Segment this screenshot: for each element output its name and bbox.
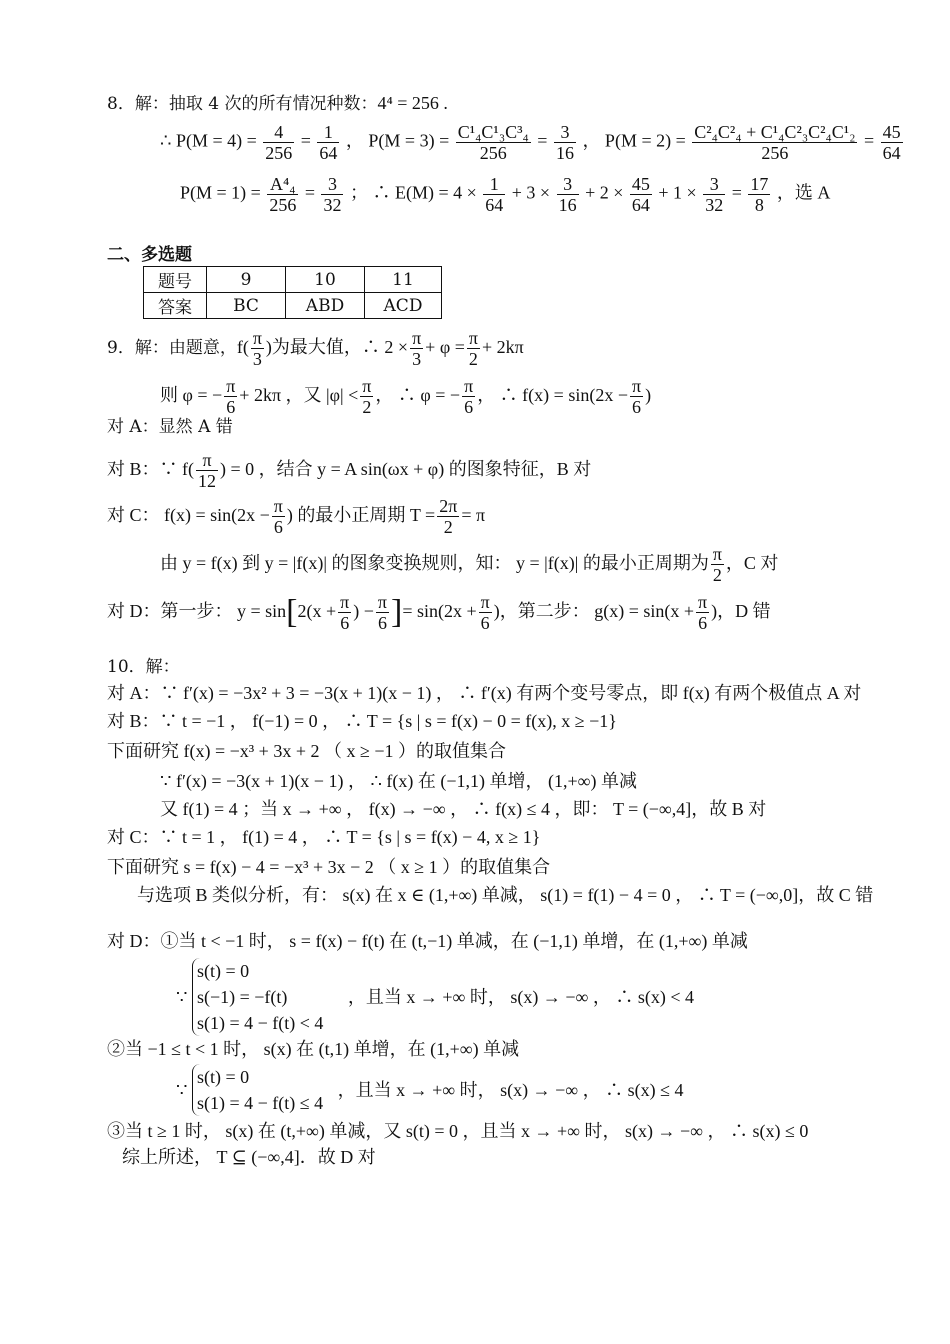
p9-option-a: 对 A：显然 A 错 [107,417,233,437]
p9-option-c: 对 C： f(x) = sin(2x − $\frac{\pi}{6}$ ) 的最小正周期 T = $\frac{2\pi}{2}$ = π [107,496,486,537]
fraction: $\frac{\pi}{2}$ [468,328,478,369]
p10-option-d-summary: 综上所述， T ⊆ (−∞,4]．故 D 对 [122,1147,376,1167]
fraction: $\frac{3}{32}$ [323,174,342,215]
fraction: $\frac{\pi}{6}$ [273,496,283,537]
answer-table [143,266,442,319]
fraction: $\frac{\pi}{6}$ [464,376,474,417]
fraction: $\frac{3}{16}$ [558,174,577,215]
fraction: $\frac{\pi}{12}$ [198,450,216,491]
fraction: $\frac{\pi}{3}$ [412,328,422,369]
p10-option-c: 对 C：∵ t = 1 ， f(1) = 4 ， ∴ T = {s | s = f(x) − 4, x ≥ 1} [107,827,541,847]
fraction: $\frac{\pi}{2}$ [712,544,722,585]
p10-option-b-conclusion: 又 f(1) = 4 ；当 x → +∞ ， f(x) → −∞ ， ∴ f(x) ≤ 4 ，即： T = (−∞,4]，故 B 对 [160,799,767,819]
fraction: $\frac{\text{A⁴₄}}{256}$ [269,174,297,215]
fraction: $\frac{3}{16}$ [555,122,574,163]
fraction: $\frac{\pi}{6}$ [377,592,387,633]
p9-line-1: 9．解：由题意，f( $\frac{\pi}{3}$ )为最大值，∴ 2 × $\frac{\pi}{3}$ + φ = $\frac{\pi}{2}$ + 2kπ [107,328,524,369]
fraction: $\frac{\pi}{6}$ [340,592,350,633]
fraction: $\frac{3}{32}$ [705,174,724,215]
p10-system-2: ∵ s(t) = 0 s(1) = 4 − f(t) ≤ 4 ，且当 x → +∞ 时， s(x) → −∞ ， ∴ s(x) ≤ 4 [176,1064,683,1116]
p10-head: 10．解： [107,657,180,677]
p10-option-b-study: 下面研究 f(x) = −x³ + 3x + 2 （ x ≥ −1 ）的取值集合 [107,741,507,761]
p9-line-2: 则 φ = − $\frac{\pi}{6}$ + 2kπ ，又 |φ| < $\frac{\pi}{2}$ ， ∴ φ = − $\frac{\pi}{6}$ ， ∴ f(x) = sin(2x − $\frac{\pi}{6}$ ) [160,376,652,417]
fraction: $\frac{\pi}{6}$ [480,592,490,633]
fraction: $\frac{\pi}{2}$ [362,376,372,417]
p10-option-c-conclusion: 与选项 B 类似分析，有： s(x) 在 x ∈ (1,+∞) 单减， s(1) = f(1) − 4 = 0 ， ∴ T = (−∞,0]，故 C 错 [137,885,874,905]
equation-system: s(t) = 0 s(−1) = −f(t) s(1) = 4 − f(t) < 4 [192,958,323,1036]
p10-option-a: 对 A：∵ f′(x) = −3x² + 3 = −3(x + 1)(x − 1) ， ∴ f′(x) 有两个变号零点，即 f(x) 有两个极值点 A 对 [107,683,862,703]
p10-system-1: ∵ s(t) = 0 s(−1) = −f(t) s(1) = 4 − f(t) < 4 ，且当 x → +∞ 时， s(x) → −∞ ， ∴ s(x) < 4 [176,958,694,1036]
fraction: $\frac{\pi}{6}$ [226,376,236,417]
section-title: 二、多选题 [107,245,192,265]
table-row: 答案 BC ABD ACD [144,293,442,319]
p8-probabilities-line: ∴ P(M = 4) = $\frac{4}{256}$ = $\frac{1}{64}$ ， P(M = 3) = $\frac{\text{C¹₄C¹₃C³₄}}{256}$ = $\frac{3}{16}$ ， P(M = 2) = $\frac{\text{C²₄C²₄ + C¹₄C²₃C²₄C¹₂}}{256}$ = $\frac{45}{64}$ [160,122,901,163]
fraction: $\frac{\pi}{3}$ [252,328,262,369]
p10-option-d-case-3: ③当 t ≥ 1 时， s(x) 在 (t,+∞) 单减，又 s(t) = 0 ，且当 x → +∞ 时， s(x) → −∞ ， ∴ s(x) ≤ 0 [107,1121,809,1141]
fraction: $\frac{1}{64}$ [319,122,338,163]
p8-expectation-line: P(M = 1) = $\frac{\text{A⁴₄}}{256}$ = $\frac{3}{32}$ ； ∴ E(M) = 4 × $\frac{1}{64}$ + 3 × $\frac{3}{16}$ + 2 × $\frac{45}{64}$ + 1 × $\frac{3}{32}$ = $\frac{17}{8}$ ，选 A [180,174,831,215]
table-row: 题号 9 10 11 [144,267,442,293]
p9-option-c-detail: 由 y = f(x) 到 y = |f(x)| 的图象变换规则，知： y = |f(x)| 的最小正周期为 $\frac{\pi}{2}$ ，C 对 [160,544,779,585]
p8-head: 8．解：抽取 4 次的所有情况种数：4⁴ = 256 . [107,93,448,114]
fraction: $\frac{17}{8}$ [750,174,769,215]
fraction: $\frac{4}{256}$ [265,122,293,163]
fraction: $\frac{2\pi}{2}$ [439,496,458,537]
fraction: $\frac{1}{64}$ [485,174,504,215]
fraction: $\frac{\text{C²₄C²₄ + C¹₄C²₃C²₄C¹₂}}{256}$ [694,122,856,163]
p10-option-d-case-2: ②当 −1 ≤ t < 1 时， s(x) 在 (t,1) 单增，在 (1,+∞) 单减 [107,1039,520,1059]
p10-option-b: 对 B：∵ t = −1 ， f(−1) = 0 ， ∴ T = {s | s = f(x) − 0 = f(x), x ≥ −1} [107,711,617,731]
fraction: $\frac{45}{64}$ [882,122,901,163]
p10-option-b-derivative: ∵ f′(x) = −3(x + 1)(x − 1) ， ∴ f(x) 在 (−1,1) 单增， (1,+∞) 单减 [160,771,637,791]
p9-option-b: 对 B：∵ f( $\frac{\pi}{12}$ ) = 0 ，结合 y = A sin(ωx + φ) 的图象特征，B 对 [107,450,592,491]
p9-option-d: 对 D：第一步： y = sin[2(x + $\frac{\pi}{6}$ ) − $\frac{\pi}{6}$ ]= sin(2x + $\frac{\pi}{6}$ )，第二步： g(x) = sin(x + $\frac{\pi}{6}$ )，D 错 [107,592,771,633]
p10-option-d-case-1: 对 D：①当 t < −1 时， s = f(x) − f(t) 在 (t,−1) 单减，在 (−1,1) 单增，在 (1,+∞) 单减 [107,931,748,951]
equation-system: s(t) = 0 s(1) = 4 − f(t) ≤ 4 [192,1064,323,1116]
p10-option-c-study: 下面研究 s = f(x) − 4 = −x³ + 3x − 2 （ x ≥ 1 ）的取值集合 [107,857,551,877]
fraction: $\frac{\pi}{6}$ [631,376,642,417]
fraction: $\frac{45}{64}$ [631,174,650,215]
fraction: $\frac{\text{C¹₄C¹₃C³₄}}{256}$ [457,122,529,163]
fraction: $\frac{\pi}{6}$ [698,592,708,633]
